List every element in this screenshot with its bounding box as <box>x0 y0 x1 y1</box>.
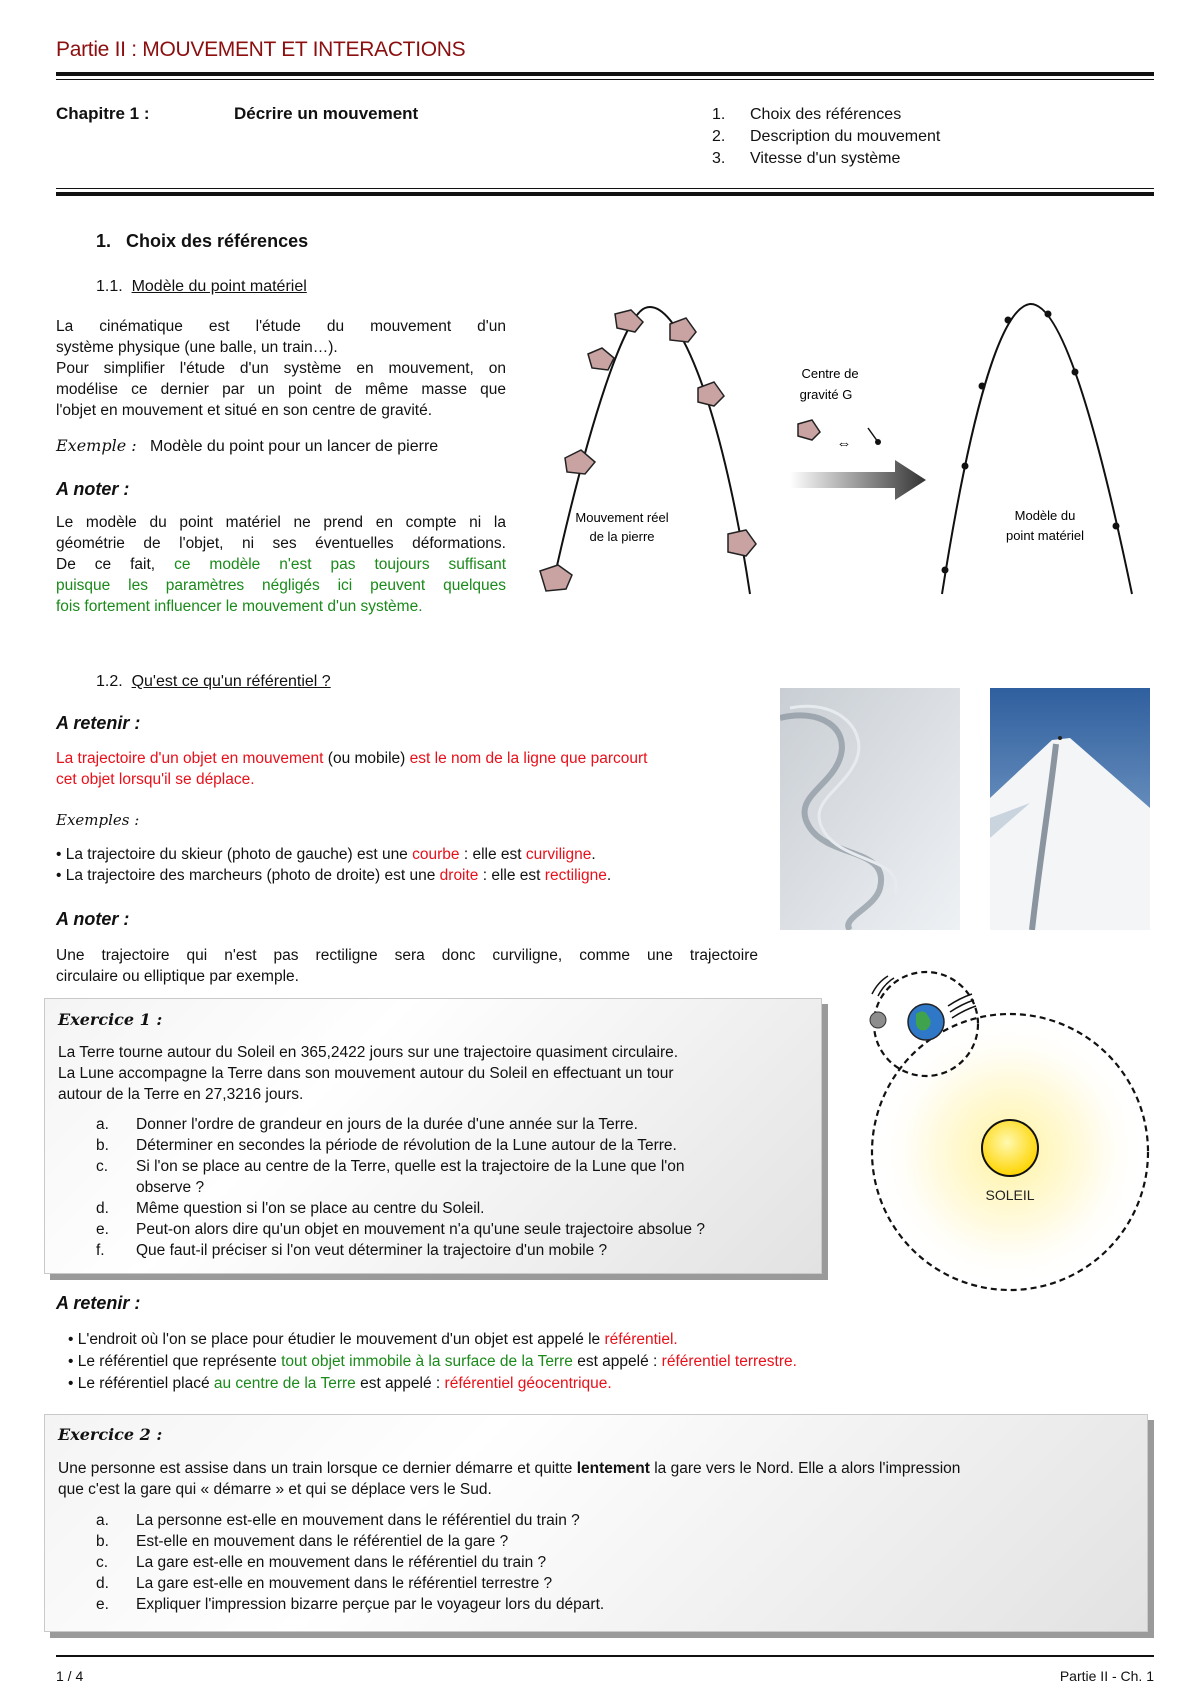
list-item: a. Donner l'ordre de grandeur en jours de la durée d'une année sur la Terre. <box>96 1116 638 1133</box>
exercise-1-title: Exercice 1 : <box>58 1010 163 1029</box>
solar-system-figure <box>850 966 1172 1296</box>
exercise-1-text: La Terre tourne autour du Soleil en 365,2422 jours sur une trajectoire quasiment circulaire. La Lune accompagne la Terre dans son mouvement autour du Soleil en effectuant un tour autour de la Terre en 27,3216 jours. <box>58 1044 679 1103</box>
label-gravity-1: Centre de <box>801 366 859 381</box>
page-number: 1 / 4 <box>56 1668 84 1684</box>
a-retenir-heading-2: A retenir : <box>56 1293 141 1313</box>
exercise-1-questions <box>96 1114 816 1261</box>
list-item: observe ? <box>136 1179 205 1196</box>
list-item: d. Même question si l'on se place au centre du Soleil. <box>96 1200 485 1217</box>
label-model-2: point matériel <box>1005 528 1085 543</box>
toc-item: 2. Description du mouvement <box>712 128 941 145</box>
stone-icon <box>798 420 820 440</box>
trajectoire-definition: La trajectoire d'un objet en mouvement (ou mobile) est le nom de la ligne que parcourt cet objet lorsqu'il se déplace. <box>56 750 648 788</box>
list-item: d. La gare est-elle en mouvement dans le référentiel terrestre ? <box>96 1575 553 1592</box>
header-rule-thin <box>56 79 1154 80</box>
exemple-line: Exemple : Modèle du point pour un lancer de pierre <box>56 436 439 455</box>
stone-trajectory-figure <box>530 296 1170 606</box>
footer-rule <box>56 1655 1154 1657</box>
stone-icon <box>728 530 756 556</box>
list-item: a. La personne est-elle en mouvement dans le référentiel du train ? <box>96 1512 580 1529</box>
toc-item: 1. Choix des références <box>712 106 902 123</box>
stone-icon <box>540 565 572 591</box>
list-item: c. La gare est-elle en mouvement dans le référentiel du train ? <box>96 1554 547 1571</box>
sun-label: SOLEIL <box>985 1187 1035 1203</box>
exemples-list <box>56 844 776 886</box>
list-item: • La trajectoire des marcheurs (photo de droite) est une droite : elle est rectiligne. <box>56 867 612 884</box>
subsection-1-1: 1.1. Modèle du point matériel <box>96 278 307 295</box>
exemples-label: Exemples : <box>56 811 140 829</box>
list-item: b. Déterminer en secondes la période de révolution de la Lune autour de la Terre. <box>96 1137 677 1154</box>
list-item: • La trajectoire du skieur (photo de gauche) est une courbe : elle est curviligne. <box>56 846 596 863</box>
page-header-title: Partie II : MOUVEMENT ET INTERACTIONS <box>56 38 466 61</box>
sun-icon <box>982 1120 1038 1176</box>
header-rule-thick <box>56 72 1154 76</box>
chapter-title: Décrire un mouvement <box>234 104 419 123</box>
list-item: • Le référentiel que représente tout objet immobile à la surface de la Terre est appelé : référentiel terrestre. <box>68 1353 797 1370</box>
transform-arrow-icon <box>790 460 926 500</box>
chapter-toc <box>712 104 940 170</box>
stone-icon <box>670 318 696 342</box>
exercise-2-questions <box>96 1510 1096 1615</box>
exercise-2-text: Une personne est assise dans un train lorsque ce dernier démarre et quitte lentement la gare vers le Nord. Elle a alors l'impression que c'est la gare qui « démarre » et qui se déplace vers le Sud. <box>58 1460 961 1498</box>
toc-item: 3. Vitesse d'un système <box>712 150 901 167</box>
subsection-1-2: 1.2. Qu'est ce qu'un référentiel ? <box>96 673 331 690</box>
list-item: e. Expliquer l'impression bizarre perçue par le voyageur lors du départ. <box>96 1596 605 1613</box>
referentiel-bullets <box>68 1329 1128 1395</box>
label-real-1: Mouvement réel <box>575 510 669 525</box>
note-paragraph: Le modèle du point matériel ne prend en compte ni la géométrie de l'objet, ni ses éventuelles déformations. De ce fait, ce modèle n'est pas toujours suffisant puisque les paramètres négligés ici peuvent quelques fois fortement influencer le mouvement d'un système. <box>56 514 506 615</box>
label-gravity-2: gravité G <box>799 387 853 402</box>
exercise-2-title: Exercice 2 : <box>58 1425 163 1444</box>
footer-reference: Partie II - Ch. 1 <box>1059 1668 1154 1684</box>
stone-icon <box>565 450 595 474</box>
walkers-photo <box>990 688 1150 930</box>
a-noter-paragraph-2: Une trajectoire qui n'est pas rectiligne sera donc curviligne, comme une trajectoire circulaire ou elliptique par exemple. <box>56 947 758 985</box>
chapter-rule-thick <box>56 192 1154 196</box>
intro-paragraph: La cinématique est l'étude du mouvement d'un système physique (une balle, un train…). Pour simplifier l'étude d'un système en mouvement, on modélise ce dernier par un point de même masse que l'objet en mouvement et situé en son centre de gravité. <box>56 318 506 419</box>
model-trajectory-curve <box>942 304 1132 594</box>
chapter-label: Chapitre 1 : <box>56 104 150 123</box>
a-retenir-heading: A retenir : <box>56 713 141 733</box>
moon-icon <box>870 1012 886 1028</box>
equivalence-icon: ⇔ <box>836 435 852 452</box>
list-item: b. Est-elle en mouvement dans le référentiel de la gare ? <box>96 1533 509 1550</box>
label-real-2: de la pierre <box>589 529 655 544</box>
list-item: c. Si l'on se place au centre de la Terre, quelle est la trajectoire de la Lune que l'on <box>96 1158 685 1175</box>
list-item: • L'endroit où l'on se place pour étudier le mouvement d'un objet est appelé le référentiel. <box>68 1331 678 1348</box>
a-noter-heading: A noter : <box>56 479 130 499</box>
a-noter-heading-2: A noter : <box>56 909 130 929</box>
chapter-rule-thin <box>56 188 1154 189</box>
section-1-title: 1. Choix des références <box>96 231 309 251</box>
ski-tracks-photo <box>780 688 960 930</box>
list-item: f. Que faut-il préciser si l'on veut déterminer la trajectoire d'un mobile ? <box>96 1242 608 1259</box>
list-item: e. Peut-on alors dire qu'un objet en mouvement n'a qu'une seule trajectoire absolue ? <box>96 1221 705 1238</box>
list-item: • Le référentiel placé au centre de la Terre est appelé : référentiel géocentrique. <box>68 1375 612 1392</box>
label-model-1: Modèle du <box>1014 508 1076 523</box>
stone-icon <box>588 348 614 370</box>
